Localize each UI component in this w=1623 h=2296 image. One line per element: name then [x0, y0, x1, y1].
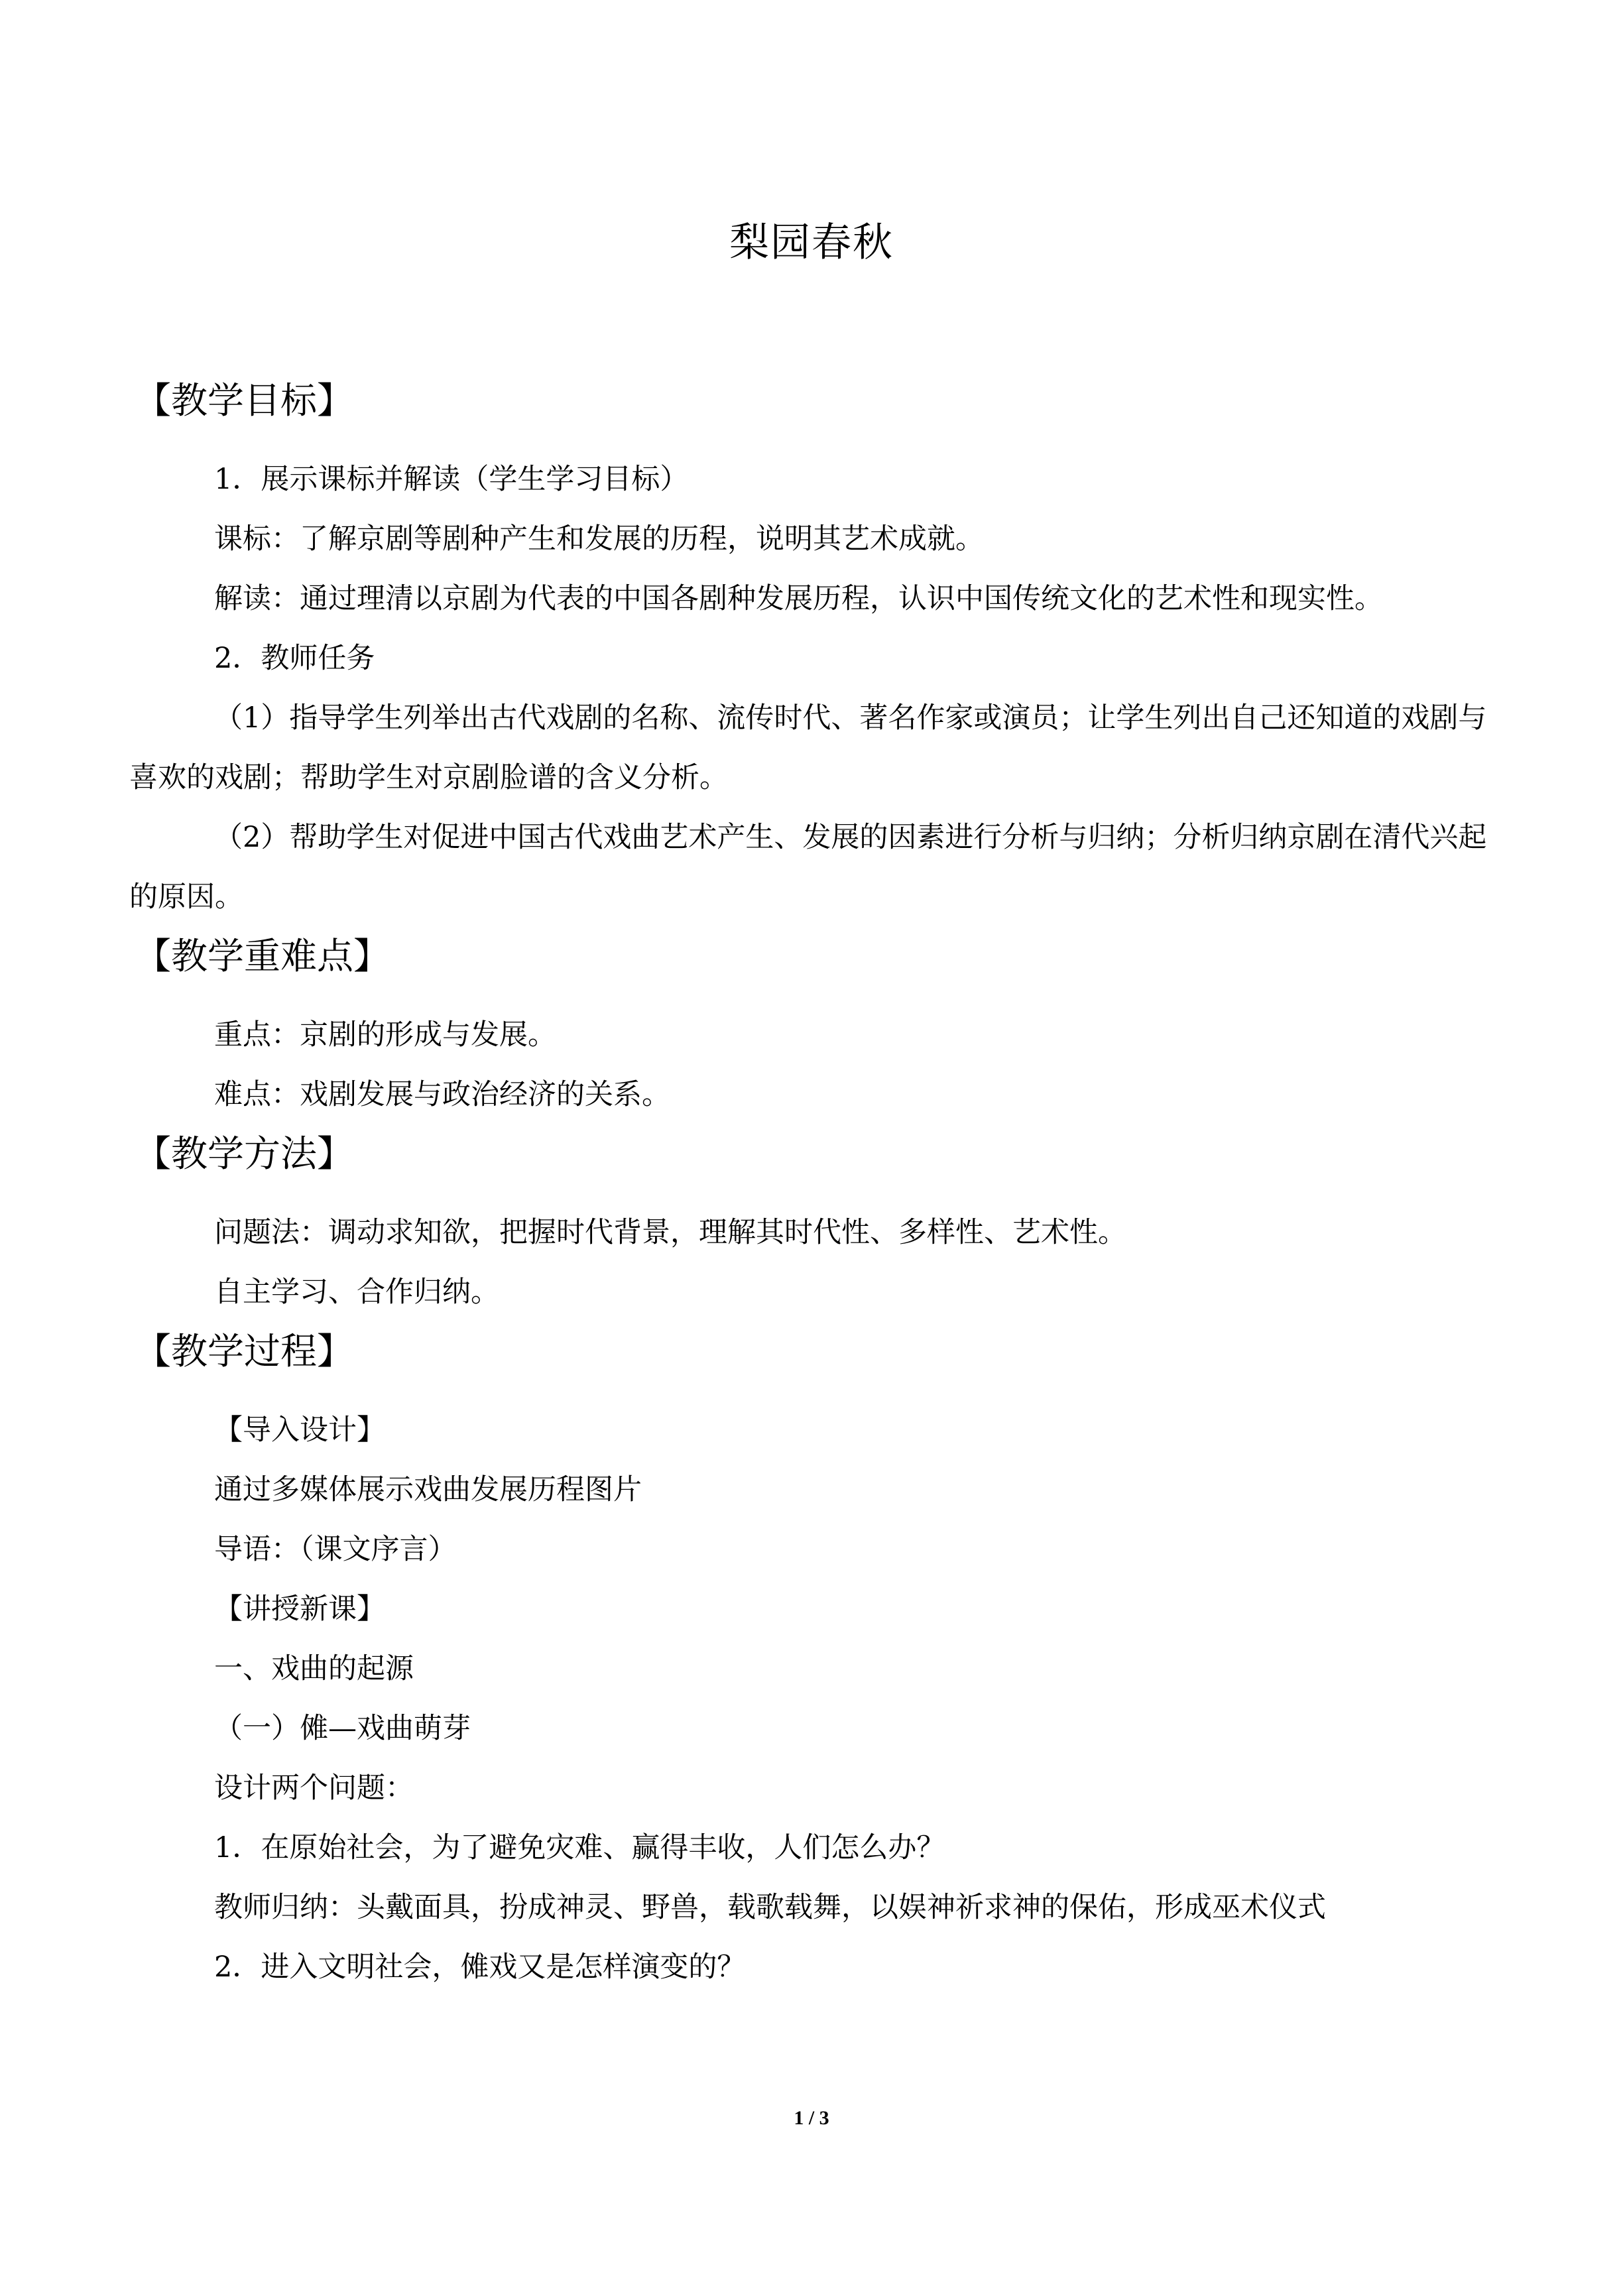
- section-heading: 【教学方法】: [135, 1132, 354, 1175]
- paragraph: 问题法：调动求知欲，把握时代背景，理解其时代性、多样性、艺术性。: [214, 1216, 1126, 1249]
- paragraph: 设计两个问题：: [214, 1772, 414, 1805]
- section-key-points: [129, 927, 1498, 1124]
- paragraph: 【导入设计】: [214, 1414, 385, 1447]
- paragraph: 课标：了解京剧等剧种产生和发展的历程，说明其艺术成就。: [214, 522, 984, 556]
- section-teaching-goals: [129, 371, 1498, 927]
- paragraph: 教师归纳：头戴面具，扮成神灵、野兽，载歌载舞，以娱神祈求神的保佑，形成巫术仪式: [214, 1891, 1326, 1924]
- section-teaching-methods: [129, 1124, 1498, 1322]
- page-title: 梨园春秋: [729, 219, 894, 266]
- document-body: [129, 371, 1498, 1997]
- paragraph: 2．教师任务: [214, 642, 375, 675]
- paragraph: 1．展示课标并解读（学生学习目标）: [214, 463, 689, 496]
- paragraph: 一、戏曲的起源: [214, 1652, 414, 1685]
- paragraph: 导语：（课文序言）: [214, 1533, 457, 1566]
- section-teaching-process: [129, 1322, 1498, 1997]
- paragraph: 【讲授新课】: [214, 1593, 385, 1626]
- paragraph: （1）指导学生列举出古代戏剧的名称、流传时代、著名作家或演员；让学生列出自己还知道的戏剧与喜欢的戏剧；帮助学生对京剧脸谱的含义分析。: [129, 701, 1487, 794]
- paragraph: 1．在原始社会，为了避免灾难、赢得丰收，人们怎么办？: [214, 1831, 945, 1864]
- paragraph: 重点：京剧的形成与发展。: [214, 1018, 556, 1052]
- paragraph: 2．进入文明社会，傩戏又是怎样演变的？: [214, 1951, 746, 1984]
- page-number: 1 / 3: [794, 2107, 829, 2129]
- paragraph: 解读：通过理清以京剧为代表的中国各剧种发展历程，认识中国传统文化的艺术性和现实性。: [214, 582, 1383, 615]
- paragraph: 自主学习、合作归纳。: [214, 1276, 499, 1309]
- paragraph: 通过多媒体展示戏曲发展历程图片: [214, 1473, 642, 1506]
- section-heading: 【教学重难点】: [135, 935, 391, 977]
- paragraph: （一）傩—戏曲萌芽: [214, 1712, 471, 1745]
- section-heading: 【教学过程】: [135, 1330, 354, 1372]
- paragraph: 难点：戏剧发展与政治经济的关系。: [214, 1078, 670, 1111]
- paragraph: （2）帮助学生对促进中国古代戏曲艺术产生、发展的因素进行分析与归纳；分析归纳京剧在清代兴起的原因。: [129, 821, 1487, 914]
- section-heading: 【教学目标】: [135, 379, 354, 422]
